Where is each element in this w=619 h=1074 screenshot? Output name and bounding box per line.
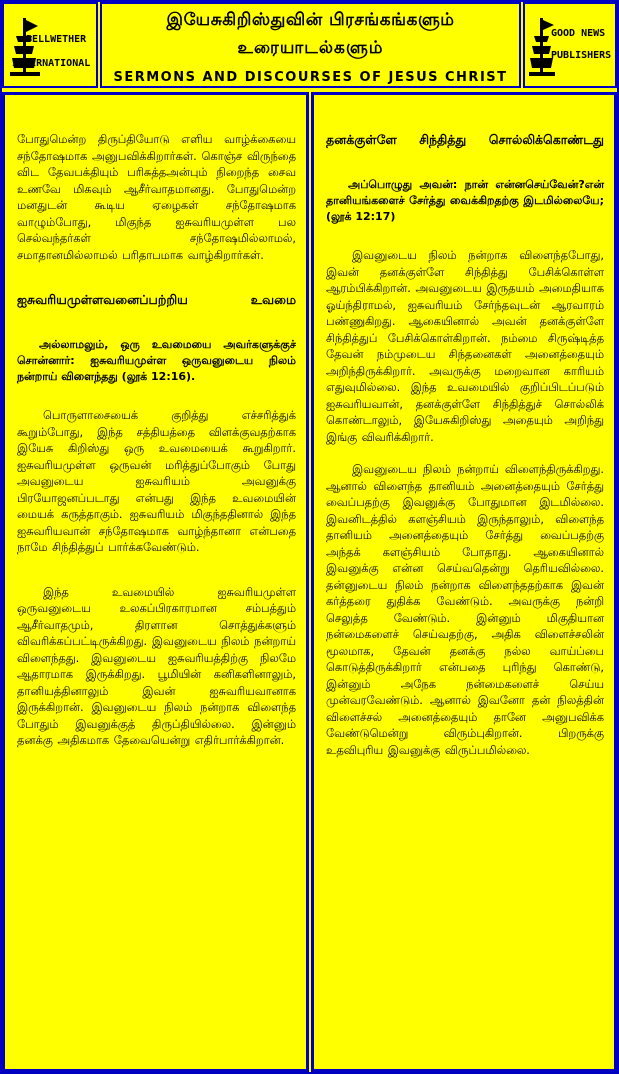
right-verse: அப்பொழுது அவன்: நான் என்னசெய்வேன்?என் தானியங்களைச் சேர்த்து வைக்கிறதற்கு இடமில்லையே; (லூக் 12:17) [326,178,604,223]
good-news-line1: GOOD NEWS [551,28,606,39]
right-paragraph-2: இவனுடைய நிலம் நன்றாய் விளைந்திருக்கிறது. ஆனால் விளைந்த தானியம் அனைத்தையும் சேர்த்து வைப்பதற்கு இவனுக்கு போதுமான இடமில்லை. இவனிடத்தில் களஞ்சியம் இருந்தாலும், விளைந்த தானியம் அனைத்தையும் சேர்த்து வைப்பதற்கு அந்தக் களஞ்சியம் போதாது. ஆகையினால் இவனுக்கு என்ன செய்வதென்று தெரியவில்லை. தன்னுடைய நிலம் நன்றாக விளைந்ததற்காக இவன் கர்த்தரை துதிக்க வேண்டும். அவருக்கு நன்றி செலுத்த வேண்டும். இன்னும் மிகுதியான நன்மைகளைச் செய்வதற்கு, அதிக விளைச்சலின் மூலமாக, தேவன் தனக்கு நல்ல வாய்ப்பை கொடுத்திருக்கிறார் என்பதை புரிந்து கொண்டு, இன்னும் அநேக நன்மைகளைச் செய்ய முன்வரவேண்டும். ஆனால் இவனோ தன் நிலத்தின் விளைச்சல் அனைத்தையும் தானே அனுபவிக்க வேண்டுமென்று விரும்புகிறான். பிறருக்கு உதவிபுரிய இவனுக்கு விருப்பமில்லை. [326,462,604,757]
right-heading: தனக்குள்ளே சிந்தித்து சொல்லிக்கொண்டது [326,132,604,147]
left-paragraph-3: இந்த உவமையில் ஐசுவரியமுள்ள ஒருவனுடைய உலகப்பிரகாரமான சம்பத்தும் ஆசீர்வாதமும், திரளான சொத்துக்களும் விவரிக்கப்பட்டிருக்கிறது. இவனுடைய நிலம் நன்றாய் விளைந்தது. இவனுடைய ஐசுவரியத்திற்கு நிலமே ஆதாரமாக இருக்கிறது. பூமியின் கனிகளினாலும், தானியத்தினாலும் இவன் ஐசுவரியவானாக இருக்கிறான். இவனுடைய நிலம் நன்றாக விளைந்த போதும் இவனுக்குத் திருப்தியில்லை. இன்னும் தனக்கு அதிகமாக தேவையென்று எதிர்பார்க்கிறான். [17,584,296,747]
bellwether-line1: BELLWETHER [26,34,87,45]
header [0,0,619,90]
good-news-flag-icon [529,16,555,78]
right-column [311,92,617,1072]
bellwether-line2: INTERNATIONAL [12,58,91,69]
left-column [2,92,309,1072]
left-verse: அல்லாமலும், ஒரு உவமையை அவர்களுக்குச் சொன்னார்: ஐசுவரியமுள்ள ஒருவனுடைய நிலம் நன்றாய் விளைந்தது (லூக் 12:16). [17,338,296,383]
good-news-line2: PUBLISHERS [551,50,612,61]
title-box [100,2,521,88]
left-paragraph-1: போதுமென்ற திருப்தியோடு எளிய வாழ்க்கையை சந்தோஷமாக அனுபவிக்கிறார்கள். கொஞ்ச விருந்தை விட தேவபக்தியும் பரிசுத்தஅன்பும் நிறைந்த சைவ உணவே மிகவும் ஆசீர்வாதமானது. போதுமென்ற மனதுடன் கூடிய ஏழைகள் சந்தோஷமாக வாழும்போது, மிகுந்த ஐசுவரியமுள்ள பல செல்வந்தர்கள் சந்தோஷமில்லாமல், சமாதானமில்லாமல் பரிதாபமாக வாழ்கிறார்கள். [17,132,296,262]
right-paragraph-1: இவனுடைய நிலம் நன்றாக விளைந்தபோது, இவன் தனக்குள்ளே சிந்தித்து பேசிக்கொள்ள ஆரம்பிக்கிறான். அவனுடைய இருதயம் அமைதியாக ஓய்ந்திராமல், ஐசுவரியம் சேர்ந்தவுடன் ஆரவாரம் பண்ணுகிறது. ஆகையினால் அவன் தனக்குள்ளே சிந்தித்துப் பேசிக்கொள்கிறான். நம்மை சிருஷ்டித்த தேவன் நம்முடைய சிந்தனைகள் அனைத்தையும் அறிந்திருக்கிறார். அவருக்கு மறைவான காரியம் எதுவுமில்லை. இந்த உவமையில் குறிப்பிடப்படும் ஐசுவரியவான், தனக்குள்ளே சிந்தித்துச் சொல்லிக் கொண்டாலும், இயேசுகிறிஸ்து அதையும் அறிந்து இங்கு விவரிக்கிறார். [326,248,605,444]
title-tamil-line1: இயேசுகிறிஸ்துவின் பிரசங்கங்களும் [166,10,455,30]
title-tamil-line2: உரையாடல்களும் [237,38,384,58]
left-heading: ஐசுவரியமுள்ளவனைப்பற்றிய உவமை [17,292,296,307]
title-english: SERMONS AND DISCOURSES OF JESUS CHRIST [113,70,508,85]
good-news-logo [523,2,617,88]
left-paragraph-2: பொருளாசையைக் குறித்து எச்சரித்துக் கூறும்போது, இந்த சத்தியத்தை விளக்குவதற்காக இயேசு கிறிஸ்து ஒரு உவமையைக் கூறுகிறார். ஐசுவரியமுள்ள ஒருவன் மரித்துப்போகும் போது அவனுடைய ஐசுவரியம் அவனுக்கு பிரயோஜனப்படாது என்பது இந்த உவமையின் மையக் கருத்தாகும். ஐசுவரியம் மிகுந்ததினால் இந்த ஐசுவரியவான் சந்தோஷமாக வாழ்ந்தானா என்பதை நாமே சிந்தித்துப் பார்க்கவேண்டும். [17,408,296,554]
bellwether-logo [2,2,98,88]
